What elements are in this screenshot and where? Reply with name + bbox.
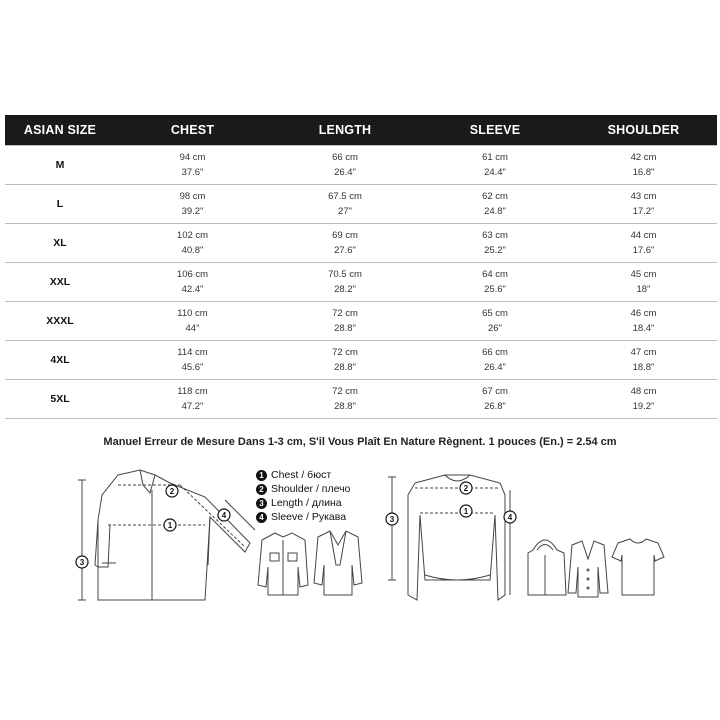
svg-text:1: 1 <box>167 521 173 530</box>
garment-illustrations <box>0 455 720 620</box>
sleeve-cell <box>420 380 570 419</box>
shoulder-cm: 44 cm <box>630 230 657 241</box>
chest-inch: 45.6" <box>181 362 204 373</box>
length-cell <box>270 302 420 341</box>
sleeve-inch: 24.4" <box>484 167 506 178</box>
chest-cm: 98 cm <box>179 191 206 202</box>
header-sleeve: SLEEVE <box>420 115 570 146</box>
shoulder-cell <box>570 185 717 224</box>
sleeve-cm: 66 cm <box>482 347 508 358</box>
length-cell <box>270 185 420 224</box>
chest-inch: 42.4" <box>181 284 204 295</box>
number-2-icon: 2 <box>256 484 267 495</box>
svg-text:2: 2 <box>169 487 175 496</box>
length-inch: 27.6" <box>334 245 356 256</box>
shoulder-inch: 16.8" <box>632 167 655 178</box>
table-header-row <box>5 115 717 146</box>
shoulder-inch: 18.4" <box>632 323 655 334</box>
shoulder-cell <box>570 302 717 341</box>
chest-cell <box>115 224 270 263</box>
table-row <box>5 224 717 263</box>
length-inch: 28.2" <box>334 284 356 295</box>
chest-inch: 44" <box>185 323 200 334</box>
size-label: L <box>56 197 64 210</box>
header-asian-size: ASIAN SIZE <box>5 115 115 146</box>
number-4-icon: 4 <box>256 512 267 523</box>
sweater-measurement-icon <box>388 475 510 600</box>
length-inch: 26.4" <box>334 167 356 178</box>
shoulder-cell <box>570 341 717 380</box>
sleeve-cm: 63 cm <box>482 230 508 241</box>
table-row <box>5 341 717 380</box>
chest-cell <box>115 185 270 224</box>
badge-2-shoulder <box>166 485 178 497</box>
chest-inch: 40.8" <box>181 245 204 256</box>
sleeve-cm: 65 cm <box>482 308 508 319</box>
tshirt-icon <box>612 539 664 595</box>
size-chart-table <box>5 115 717 419</box>
chest-cell <box>115 341 270 380</box>
chest-cm: 94 cm <box>179 152 206 163</box>
sleeve-inch: 24.8" <box>484 206 506 217</box>
sleeve-cm: 62 cm <box>482 191 508 202</box>
svg-text:4: 4 <box>507 513 513 522</box>
size-label: 4XL <box>50 353 70 366</box>
length-inch: 28.8" <box>334 401 356 412</box>
denim-jacket-icon <box>258 533 308 595</box>
badge-1-chest-sweater <box>460 505 472 517</box>
sleeve-inch: 25.2" <box>484 245 506 256</box>
size-cell <box>5 224 115 263</box>
table-row <box>5 380 717 419</box>
chest-inch: 47.2" <box>181 401 204 412</box>
size-cell <box>5 146 115 185</box>
length-cm: 70.5 cm <box>328 269 362 280</box>
table-row <box>5 302 717 341</box>
badge-1-chest <box>164 519 176 531</box>
sleeve-cell <box>420 146 570 185</box>
header-chest: CHEST <box>115 115 270 146</box>
shoulder-cell <box>570 263 717 302</box>
size-label: XXL <box>49 275 71 288</box>
number-1-icon: 1 <box>256 470 267 481</box>
chest-inch: 39.2" <box>181 206 204 217</box>
svg-text:4: 4 <box>221 511 227 520</box>
measurement-note: Manuel Erreur de Mesure Dans 1-3 cm, S'il Vous Plaît En Nature Règnent. 1 pouces (En.) = 2.54 cm <box>103 436 617 448</box>
chest-cm: 118 cm <box>177 386 208 397</box>
size-cell <box>5 263 115 302</box>
sleeve-cell <box>420 185 570 224</box>
size-label: XXXL <box>46 314 74 327</box>
size-cell <box>5 185 115 224</box>
length-cm: 69 cm <box>332 230 358 241</box>
shoulder-cm: 42 cm <box>630 152 657 163</box>
chest-cm: 106 cm <box>176 269 209 280</box>
svg-text:2: 2 <box>463 484 469 493</box>
shoulder-cm: 48 cm <box>630 386 657 397</box>
chest-cell <box>115 380 270 419</box>
shoulder-cell <box>570 146 717 185</box>
legend-label: Chest / бюст <box>271 469 332 481</box>
table-row <box>5 263 717 302</box>
chest-cm: 114 cm <box>177 347 208 358</box>
number-3-icon: 3 <box>256 498 267 509</box>
shoulder-cell <box>570 380 717 419</box>
header-length: LENGTH <box>270 115 420 146</box>
size-label: 5XL <box>50 392 70 405</box>
svg-text:3: 3 <box>389 515 395 524</box>
shoulder-cm: 46 cm <box>630 308 657 319</box>
length-cell <box>270 380 420 419</box>
sleeve-inch: 26" <box>488 323 502 334</box>
size-cell <box>5 302 115 341</box>
length-cm: 72 cm <box>332 308 358 319</box>
sleeve-cm: 67 cm <box>482 386 508 397</box>
sleeve-inch: 26.4" <box>484 362 506 373</box>
shoulder-inch: 17.2" <box>632 206 655 217</box>
sleeve-cell <box>420 341 570 380</box>
badge-3-length-sweater <box>386 513 398 525</box>
length-cm: 66 cm <box>332 152 358 163</box>
length-cell <box>270 341 420 380</box>
shoulder-cm: 43 cm <box>630 191 657 202</box>
cardigan-icon <box>568 541 608 597</box>
blazer-icon <box>314 531 362 595</box>
sleeve-cell <box>420 263 570 302</box>
size-label: M <box>55 158 65 171</box>
length-inch: 28.8" <box>334 362 356 373</box>
legend-label: Sleeve / Рукава <box>271 511 347 523</box>
chest-cell <box>115 302 270 341</box>
shoulder-inch: 18.8" <box>632 362 655 373</box>
length-cm: 67.5 cm <box>328 191 362 202</box>
chest-inch: 37.6" <box>181 167 204 178</box>
legend-label: Length / длина <box>271 497 342 509</box>
chest-cm: 110 cm <box>177 308 208 319</box>
badge-3-length <box>76 556 88 568</box>
sleeve-cm: 64 cm <box>482 269 508 280</box>
svg-text:3: 3 <box>79 558 85 567</box>
chest-cm: 102 cm <box>176 230 209 241</box>
sleeve-inch: 25.6" <box>484 284 506 295</box>
shoulder-cm: 47 cm <box>630 347 657 358</box>
sleeve-cm: 61 cm <box>482 152 508 163</box>
length-cell <box>270 263 420 302</box>
shoulder-inch: 19.2" <box>632 401 655 412</box>
sleeve-inch: 26.8" <box>484 401 506 412</box>
length-inch: 27" <box>338 206 352 217</box>
shoulder-inch: 18" <box>636 284 651 295</box>
badge-2-shoulder-sweater <box>460 482 472 494</box>
hoodie-icon <box>528 540 566 595</box>
table-row <box>5 146 717 185</box>
legend-label: Shoulder / плечо <box>271 483 351 495</box>
length-cm: 72 cm <box>332 386 358 397</box>
length-cell <box>270 146 420 185</box>
badge-4-sleeve <box>218 509 230 521</box>
header-shoulder: SHOULDER <box>570 115 717 146</box>
badge-4-sleeve-sweater <box>504 511 516 523</box>
size-cell <box>5 380 115 419</box>
chest-cell <box>115 146 270 185</box>
length-cell <box>270 224 420 263</box>
length-inch: 28.8" <box>334 323 356 334</box>
size-cell <box>5 341 115 380</box>
shoulder-cell <box>570 224 717 263</box>
svg-text:1: 1 <box>463 507 469 516</box>
size-label: XL <box>53 236 67 249</box>
table-row <box>5 185 717 224</box>
length-cm: 72 cm <box>332 347 358 358</box>
shoulder-cm: 45 cm <box>630 269 657 280</box>
shoulder-inch: 17.6" <box>632 245 655 256</box>
sleeve-cell <box>420 224 570 263</box>
chest-cell <box>115 263 270 302</box>
sleeve-cell <box>420 302 570 341</box>
